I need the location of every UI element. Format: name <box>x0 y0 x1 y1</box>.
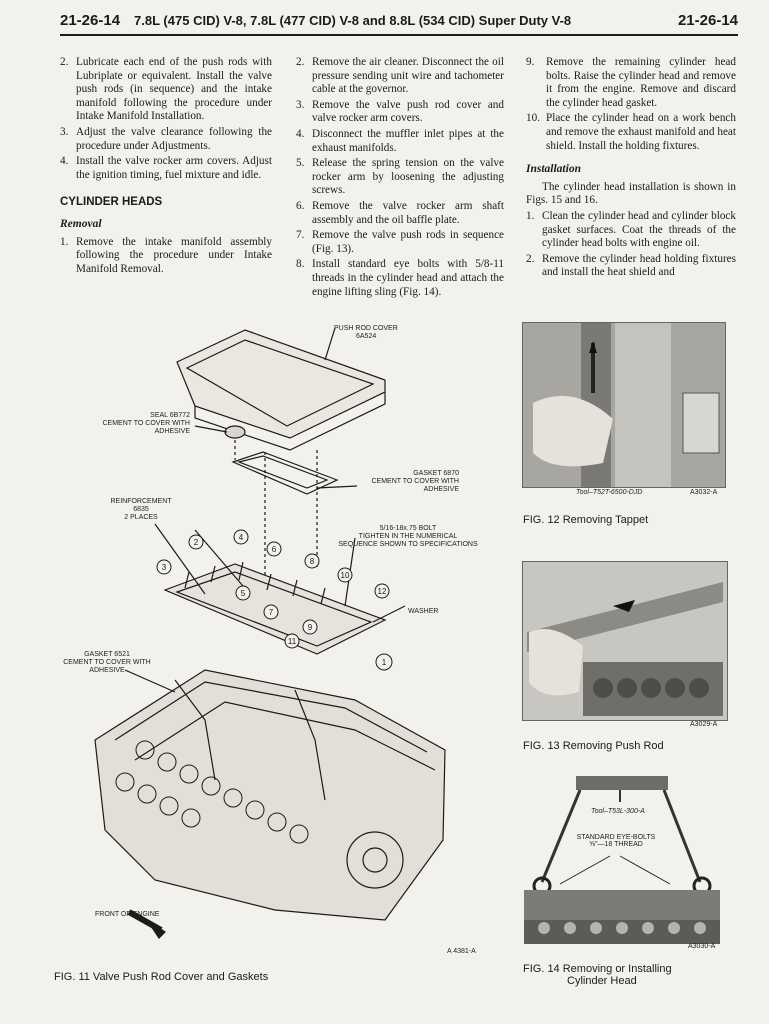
figure-13-code: A3029-A <box>690 721 718 728</box>
bolt-seq-7: 7 <box>268 608 274 617</box>
item-number: 2. <box>60 56 69 68</box>
list-item <box>296 200 504 227</box>
item-text: Place the cylinder head on a work bench and remove the exhaust manifold and heat shield. Install the holding fixtures. <box>546 112 736 152</box>
page-number-right: 21-26-14 <box>677 11 738 29</box>
list-item <box>60 155 272 182</box>
item-text: Remove the air cleaner. Disconnect the oil pressure sending unit wire and tachometer cable at the governor. <box>312 56 504 96</box>
item-number: 3. <box>60 125 69 138</box>
list-item <box>296 128 504 155</box>
figure-14-note: STANDARD EYE-BOLTS ⅝"—18 THREAD <box>576 834 656 848</box>
item-number: 1. <box>526 209 535 222</box>
item-number: 3. <box>296 98 305 111</box>
item-number: 1. <box>60 235 69 248</box>
figure-12-code: A3032-A <box>690 489 718 496</box>
bolt-seq-2: 2 <box>193 538 199 547</box>
page-title: 7.8L (475 CID) V-8, 7.8L (477 CID) V-8 and 8.8L (534 CID) Super Duty V-8 <box>134 12 572 28</box>
list-item <box>296 99 504 126</box>
figure-12-photo <box>522 322 726 488</box>
item-text: Disconnect the muffler inlet pipes at the exhaust manifolds. <box>312 127 504 154</box>
push-rod-photo-image <box>523 562 727 720</box>
tappet-photo-image <box>523 323 725 487</box>
item-number: 4. <box>296 127 305 140</box>
section-heading: CYLINDER HEADS <box>60 196 163 209</box>
figure-13-caption: FIG. 13 Removing Push Rod <box>523 740 664 752</box>
label-gasket-6870: GASKET 6870 CEMENT TO COVER WITH ADHESIVE <box>371 470 459 493</box>
list-item <box>60 56 272 124</box>
list-item <box>296 229 504 256</box>
subsection-heading: Installation <box>526 163 581 176</box>
bolt-seq-10: 10 <box>340 571 350 580</box>
bolt-seq-4: 4 <box>238 533 244 542</box>
item-text: Remove the intake manifold assembly following the procedure under Intake Manifold Removal. <box>76 235 272 275</box>
item-text: Release the spring tension on the valve rocker arm by loosening the adjusting screws. <box>312 157 504 197</box>
text-column-2 <box>296 56 504 301</box>
figure-12-tool: Tool–T52T-6500-DJD <box>576 489 643 496</box>
list-item <box>526 112 736 153</box>
item-text: Clean the cylinder head and cylinder block gasket surfaces. Coat the threads of the cylinder head bolts with engine oil. <box>542 209 736 250</box>
item-text: Install the valve rocker arm covers. Adjust the ignition timing, fuel mixture and idle. <box>76 155 272 181</box>
item-number: 2. <box>526 252 535 265</box>
page-number-left: 21-26-14 <box>60 11 121 29</box>
item-number: 7. <box>296 229 305 242</box>
text-column-3 <box>526 56 736 282</box>
item-text: Remove the valve rocker arm shaft assembly and the oil baffle plate. <box>312 199 504 226</box>
figure-11-code: A 4381-A <box>447 948 476 955</box>
item-text: Remove the valve push rod cover and valve rocker arm covers. <box>312 98 504 125</box>
bolt-seq-6: 6 <box>271 545 277 554</box>
page-header <box>60 6 738 36</box>
item-text: Remove the valve push rods in sequence (Fig. 13). <box>312 229 504 255</box>
figure-11-caption: FIG. 11 Valve Push Rod Cover and Gaskets <box>54 971 269 983</box>
item-text: Remove the cylinder head holding fixtures and install the heat shield and <box>542 252 736 279</box>
bolt-seq-12: 12 <box>377 587 387 596</box>
bolt-seq-5: 5 <box>240 589 246 598</box>
figure-13-photo <box>522 561 728 721</box>
item-number: 10. <box>526 112 540 125</box>
figure-14-tool: Tool–T53L-300-A <box>591 808 645 815</box>
item-number: 5. <box>296 157 305 170</box>
item-number: 2. <box>296 56 305 68</box>
label-washer: WASHER <box>408 608 439 615</box>
bolt-seq-1: 1 <box>381 658 387 667</box>
list-item <box>60 236 272 277</box>
list-item <box>296 56 504 97</box>
item-text: Adjust the valve clearance following the procedure under Adjustments. <box>76 125 272 152</box>
list-item <box>296 157 504 198</box>
item-text: Lubricate each end of the push rods with Lubriplate or equivalent. Install the valve push rods (in sequence) and the intake manifold following the procedure under Intake Manifold Installation. <box>76 56 272 123</box>
list-item <box>526 253 736 280</box>
figure-12-caption: FIG. 12 Removing Tappet <box>523 514 649 526</box>
label-push-rod-cover: PUSH ROD COVER 6A524 <box>334 325 398 340</box>
figure-14-photo <box>520 772 724 946</box>
bolt-seq-8: 8 <box>309 557 315 566</box>
item-number: 9. <box>526 56 535 68</box>
item-number: 8. <box>296 258 305 271</box>
text-column-1 <box>60 56 272 278</box>
bolt-seq-9: 9 <box>307 623 313 632</box>
list-item <box>60 126 272 153</box>
list-item <box>526 56 736 110</box>
bolt-seq-3: 3 <box>161 563 167 572</box>
label-bolt: 5/16-18x.75 BOLT TIGHTEN IN THE NUMERICAL SEQUENCE SHOWN TO SPECIFICATIONS <box>338 525 478 548</box>
label-reinforcement: REINFORCEMENT 6835 2 PLACES <box>110 498 172 521</box>
lifting-sling-image <box>520 772 724 946</box>
bolt-seq-11: 11 <box>287 637 297 646</box>
figure-14-caption: FIG. 14 Removing or Installing Cylinder Head <box>523 963 672 987</box>
list-item <box>296 258 504 299</box>
item-number: 6. <box>296 199 305 212</box>
list-item <box>526 210 736 251</box>
label-gasket-6521: GASKET 6521 CEMENT TO COVER WITH ADHESIVE <box>63 651 151 674</box>
paragraph: The cylinder head installation is shown in Figs. 15 and 16. <box>526 180 736 207</box>
label-seal: SEAL 6B772 CEMENT TO COVER WITH ADHESIVE <box>102 412 190 435</box>
item-number: 4. <box>60 155 69 168</box>
label-front-of-engine: FRONT OF ENGINE <box>95 911 160 918</box>
item-text: Remove the remaining cylinder head bolts. Raise the cylinder head and remove it from the engine. Remove and discard the cylinder head gasket. <box>546 56 736 109</box>
subsection-heading: Removal <box>60 217 102 230</box>
item-text: Install standard eye bolts with 5/8-11 threads in the cylinder head and attach the engine lifting sling (Fig. 14). <box>312 258 504 298</box>
figure-14-code: A3030-A <box>688 943 716 950</box>
